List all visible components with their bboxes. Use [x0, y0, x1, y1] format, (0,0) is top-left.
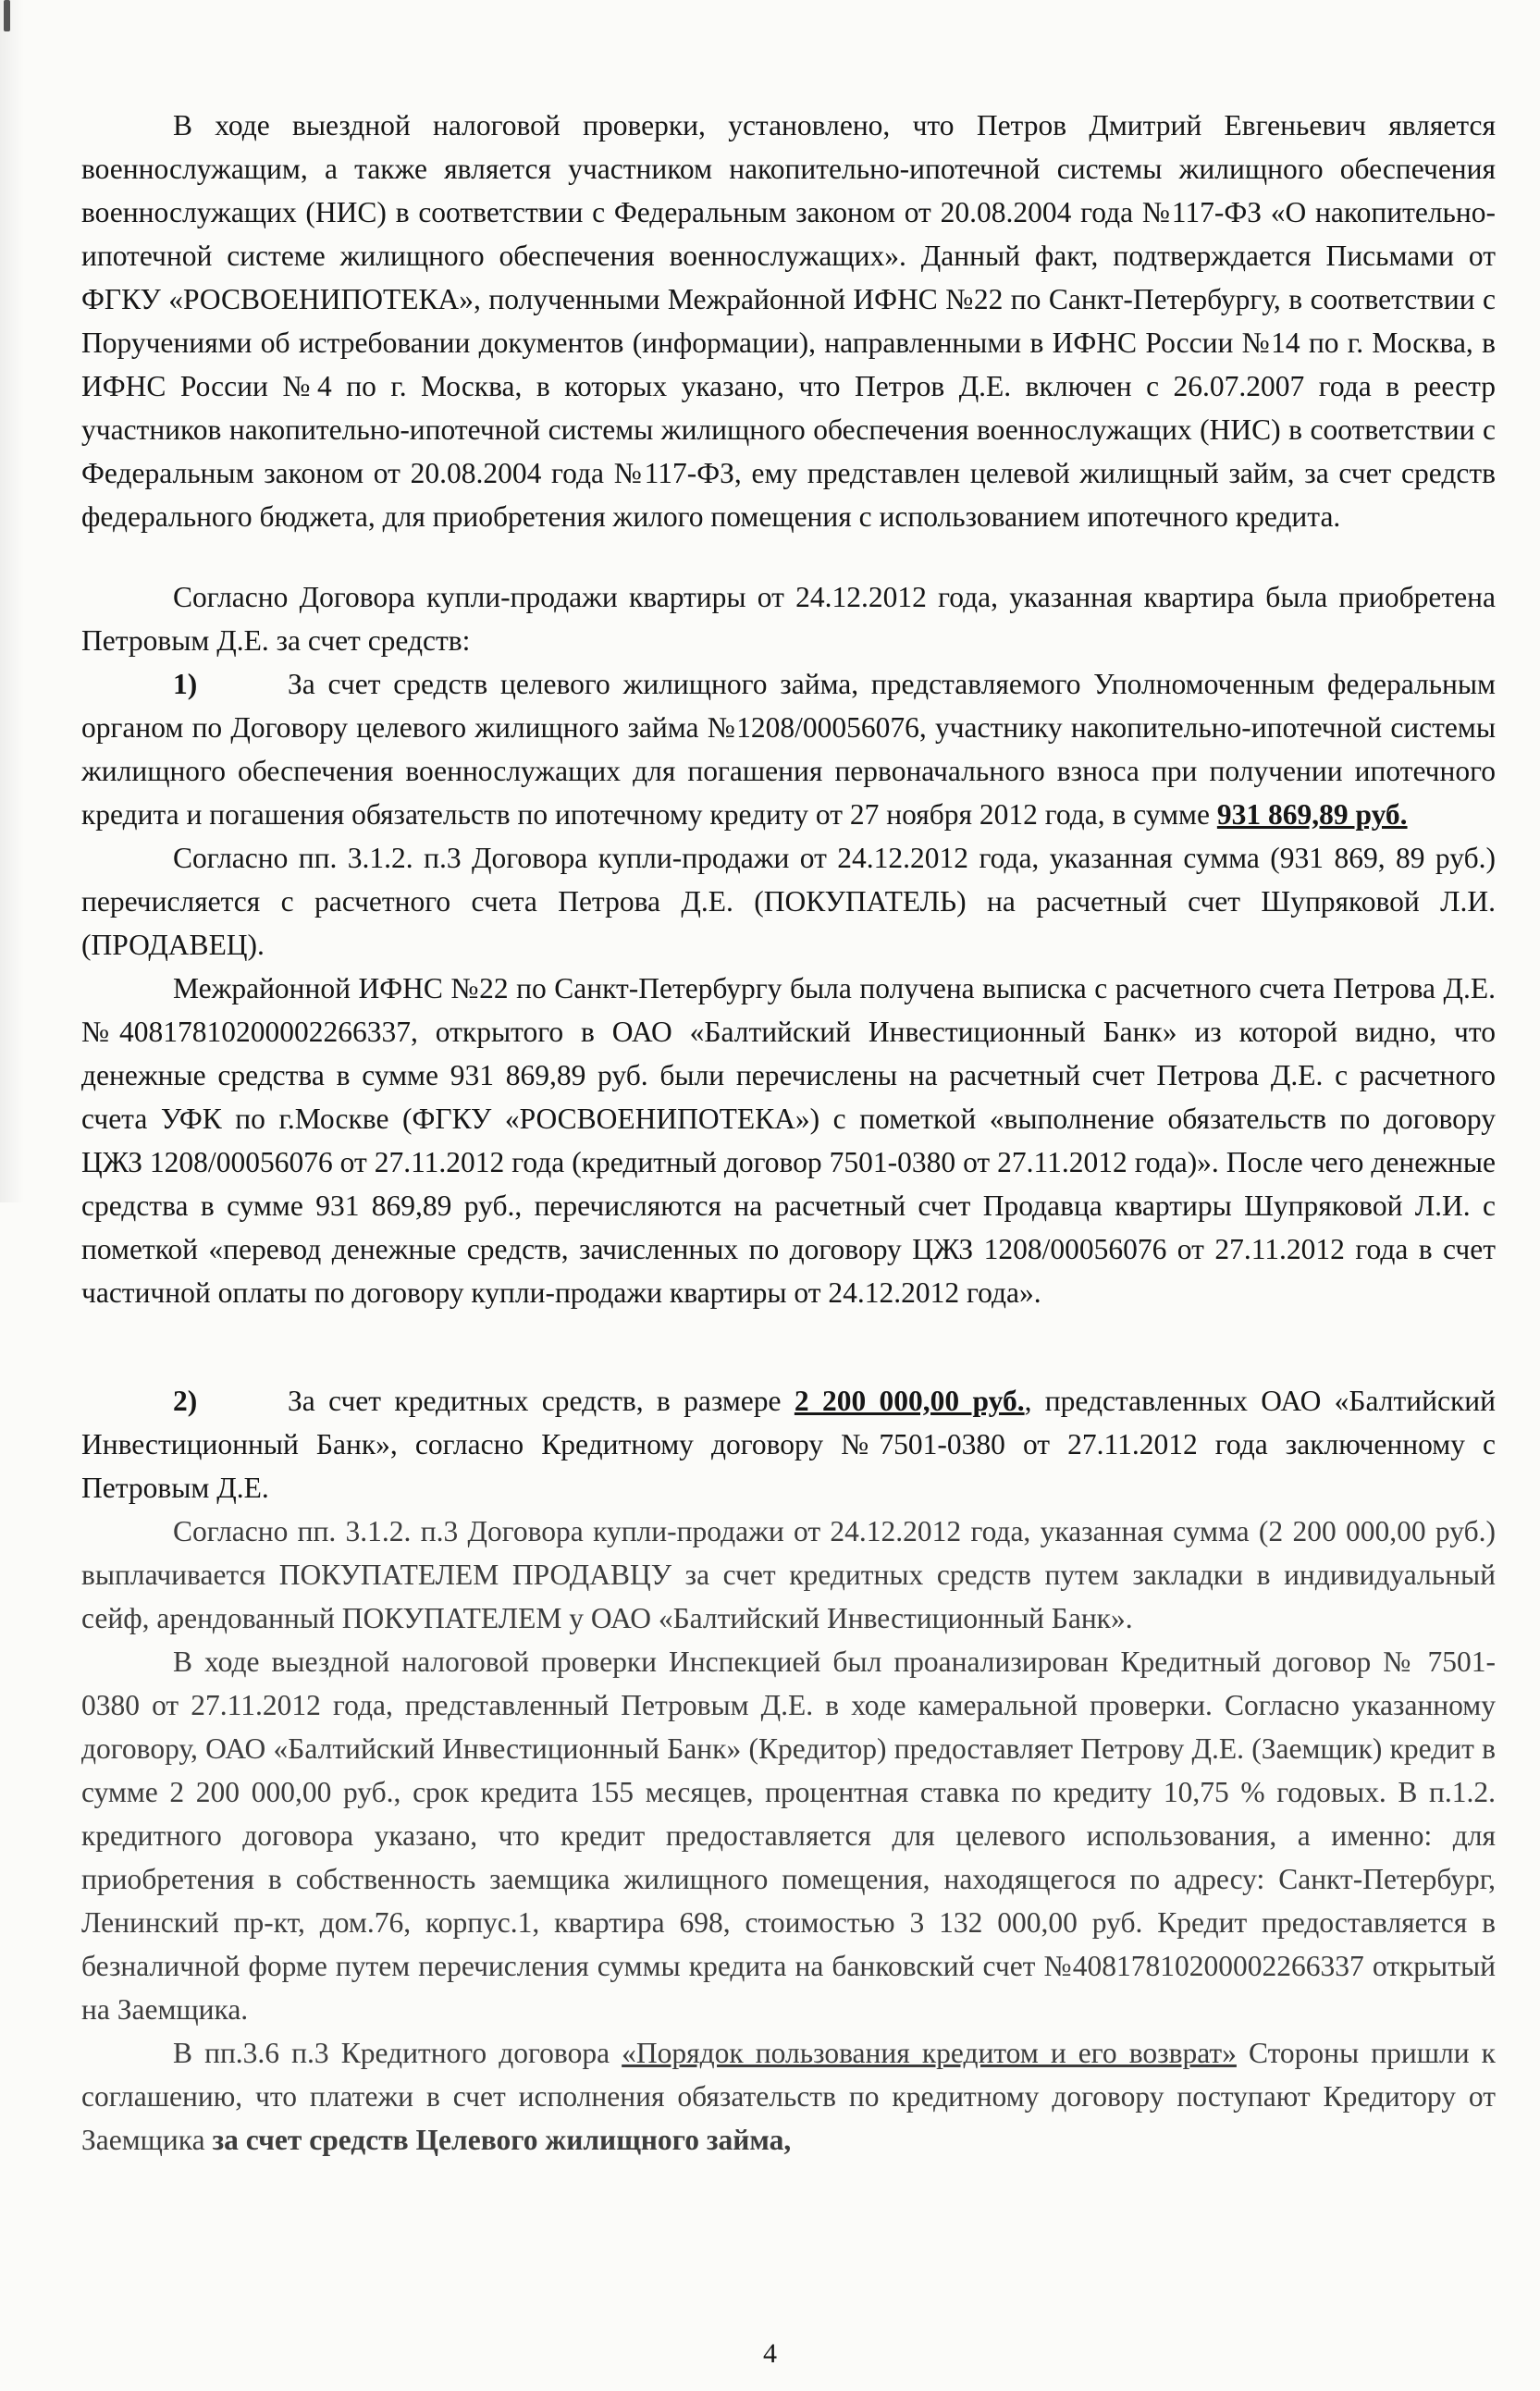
- paragraph-bank-statement: Межрайонной ИФНС №22 по Санкт-Петербургу была получена выписка с расчетного счета Петрова Д.Е. №40817810200002266337, открытого в ОАО «Балтийский Инвестиционный Банк» из которой видно, что денежные средства в сумме 931 869,89 руб. были перечислены на расчетный счет Петрова Д.Е. с расчетного счета УФК по г.Москве (ФГКУ «РОСВОЕНИПОТЕКА») с пометкой «выполнение обязательств по договору ЦЖЗ 1208/00056076 от 27.11.2012 года (кредитный договор 7501-0380 от 27.11.2012 года)». После чего денежные средства в сумме 931 869,89 руб., перечисляются на расчетный счет Продавца квартиры Шупряковой Л.И. с пометкой «перевод денежные средств, зачисленных по договору ЦЖЗ 1208/00056076 от 27.11.2012 года в счет частичной оплаты по договору купли-продажи квартиры от 24.12.2012 года».: [81, 972, 1496, 1309]
- repayment-source-bold: за счет средств Целевого жилищного займа,: [212, 2124, 792, 2156]
- list-item-credit-funds: [81, 1379, 1496, 1510]
- amount-credit: 2 200 000,00 руб.: [794, 1385, 1025, 1417]
- list-item-text: За счет средств целевого жилищного займа, представляемого Уполномоченным федеральным органом по Договору целевого жилищного займа №1208/00056076, участнику накопительно-ипотечной системы жилищного обеспечения военнослужащих для погашения первоначального взноса при получении ипотечного кредита и погашения обязательств по ипотечному кредиту от 27 ноября 2012 года, в сумме: [81, 668, 1496, 831]
- repayment-section-title: «Порядок пользования кредитом и его возврат»: [622, 2037, 1237, 2069]
- page-number: 4: [763, 2338, 777, 2369]
- paragraph-repayment-order: [81, 2031, 1496, 2162]
- paragraph-purchase-contract: Согласно Договора купли-продажи квартиры от 24.12.2012 года, указанная квартира была приобретена Петровым Д.Е. за счет средств:: [81, 581, 1496, 657]
- scan-shadow: [0, 0, 24, 1202]
- paragraph-nis-participation: В ходе выездной налоговой проверки, установлено, что Петров Дмитрий Евгеньевич является военнослужащим, а также является участником накопительно-ипотечной системы жилищного обеспечения военнослужащих (НИС) в соответствии с Федеральным законом от 20.08.2004 года №117-ФЗ «О накопительно-ипотечной системе жилищного обеспечения военнослужащих». Данный факт, подтверждается Письмами от ФГКУ «РОСВОЕНИПОТЕКА», полученными Межрайонной ИФНС №22 по Санкт-Петербургу, в соответствии с Поручениями об истребовании документов (информации), направленными в ИФНС России №14 по г. Москва, в ИФНС России №4 по г. Москва, в которых указано, что Петров Д.Е. включен с 26.07.2007 года в реестр участников накопительно-ипотечной системы жилищного обеспечения военнослужащих (НИС) в соответствии с Федеральным законом от 20.08.2004 года №117-ФЗ, ему представлен целевой жилищный займ, за счет средств федерального бюджета, для приобретения жилого помещения с использованием ипотечного кредита.: [81, 109, 1496, 533]
- paragraph-transfer-seller: Согласно пп. 3.1.2. п.3 Договора купли-продажи от 24.12.2012 года, указанная сумма (931 869, 89 руб.) перечисляется с расчетного счета Петрова Д.Е. (ПОКУПАТЕЛЬ) на расчетный счет Шупряковой Л.И. (ПРОДАВЕЦ).: [81, 842, 1496, 961]
- amount-target-loan: 931 869,89 руб.: [1216, 798, 1408, 831]
- paragraph-credit-agreement-analysis: В ходе выездной налоговой проверки Инспекцией был проанализирован Кредитный договор № 7501-0380 от 27.11.2012 года, представленный Петровым Д.Е. в ходе камеральной проверки. Согласно указанному договору, ОАО «Балтийский Инвестиционный Банк» (Кредитор) предоставляет Петрову Д.Е. (Заемщик) кредит в сумме 2 200 000,00 руб., срок кредита 155 месяцев, процентная ставка по кредиту 10,75 % годовых. В п.1.2. кредитного договора указано, что кредит предоставляется для целевого использования, а именно: для приобретения в собственность заемщика жилищного помещения, находящегося по адресу: Санкт-Петербург, Ленинский пр-кт, дом.76, корпус.1, квартира 698, стоимостью 3 132 000,00 руб. Кредит предоставляется в безналичной форме путем перечисления суммы кредита на банковский счет №40817810200002266337 открытый на Заемщика.: [81, 1645, 1496, 2026]
- repayment-text-before: В пп.3.6 п.3 Кредитного договора: [173, 2037, 622, 2069]
- scan-mark: [4, 0, 10, 31]
- list-item-target-loan: [81, 662, 1496, 836]
- list-item-number: 1): [173, 668, 198, 700]
- paragraph-safe-deposit: Согласно пп. 3.1.2. п.3 Договора купли-продажи от 24.12.2012 года, указанная сумма (2 200 000,00 руб.) выплачивается ПОКУПАТЕЛЕМ ПРОДАВЦУ за счет кредитных средств путем закладки в индивидуальный сейф, арендованный ПОКУПАТЕЛЕМ у ОАО «Балтийский Инвестиционный Банк».: [81, 1515, 1496, 1634]
- list-item-text: За счет кредитных средств, в размере: [288, 1385, 795, 1417]
- repayment-text-middle: Стороны пришли к соглашению, что платежи в счет исполнения обязательств по кредитному договору поступают Кредитору от Заемщика: [81, 2037, 1496, 2156]
- list-item-text-after: , представленных ОАО «Балтийский Инвестиционный Банк», согласно Кредитному договору №7501-0380 от 27.11.2012 года заключенному с Петровым Д.Е.: [81, 1385, 1496, 1504]
- list-item-number: 2): [173, 1385, 198, 1417]
